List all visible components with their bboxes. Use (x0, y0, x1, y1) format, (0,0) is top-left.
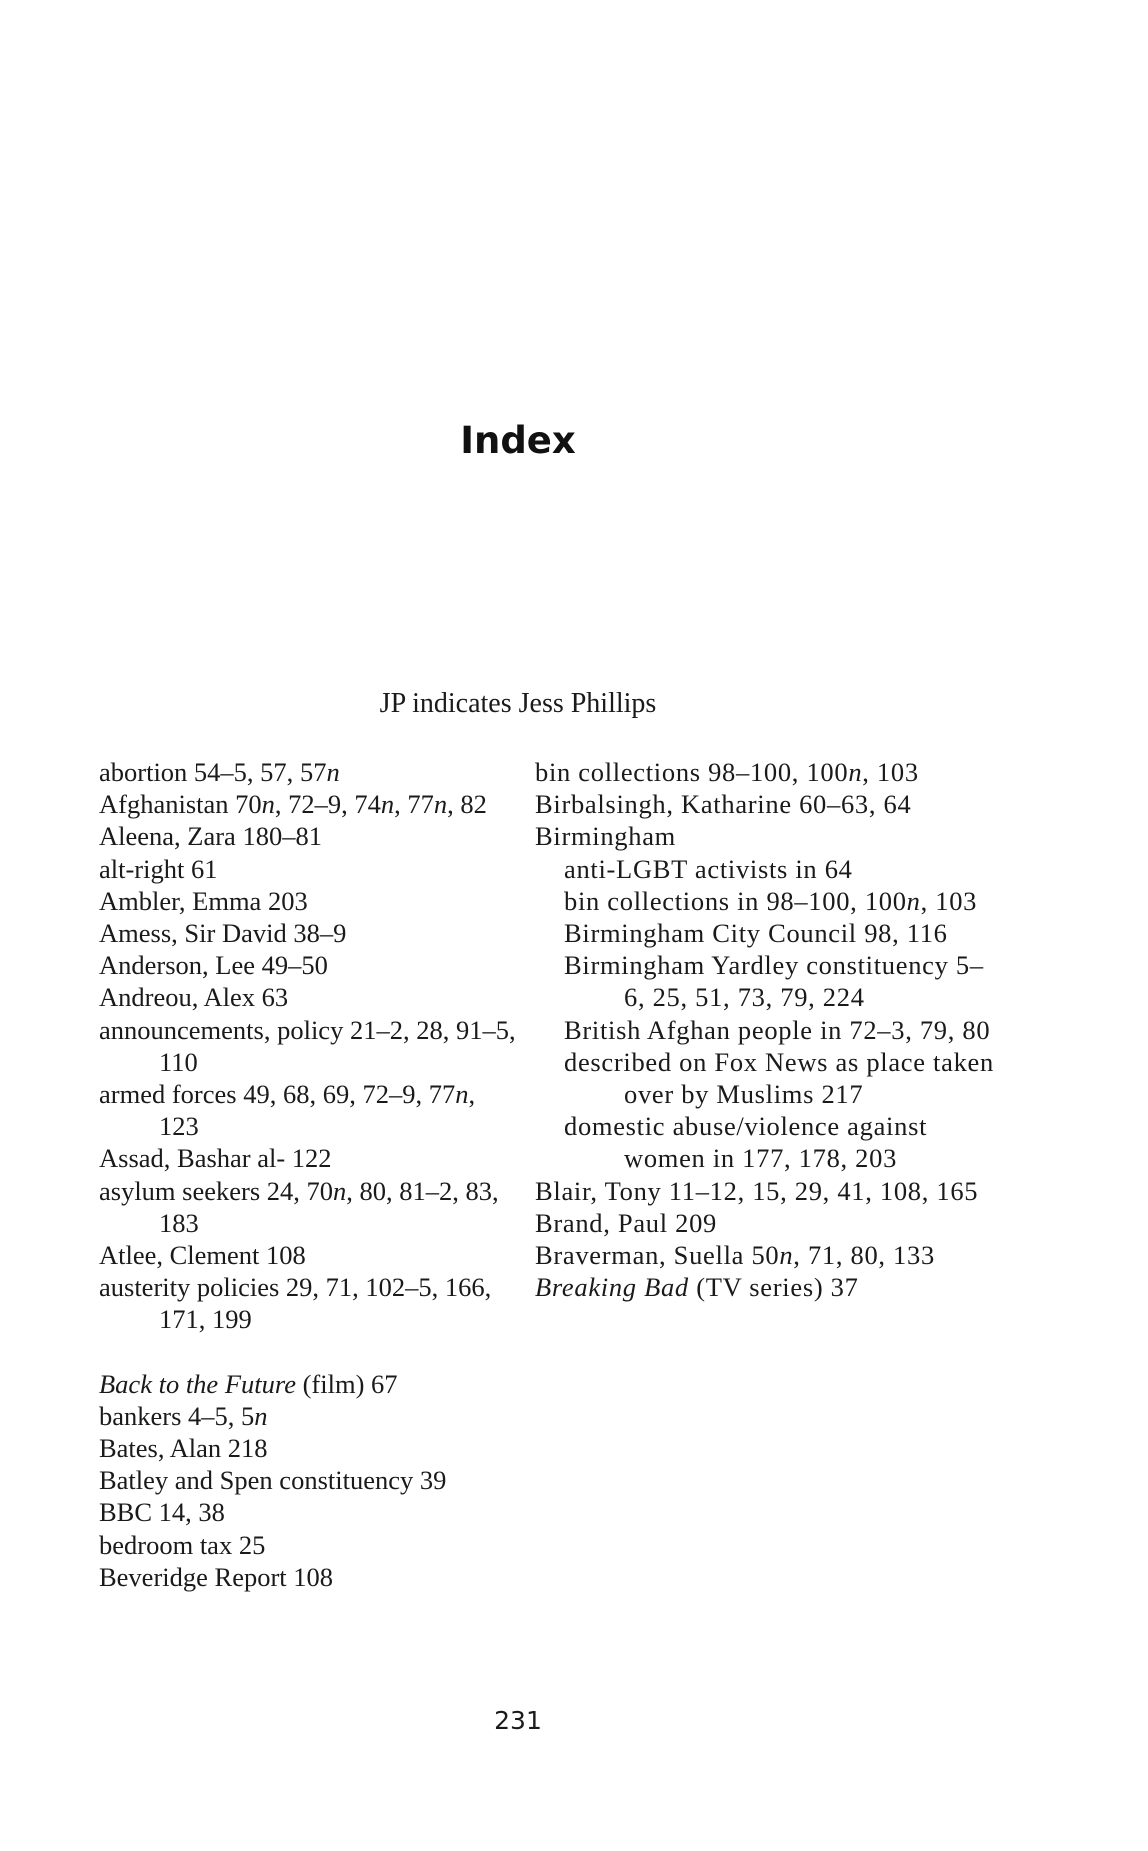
index-entry: Blair, Tony 11–12, 15, 29, 41, 108, 165 (535, 1175, 979, 1206)
index-entry: Beveridge Report 108 (99, 1561, 334, 1592)
index-entry: announcements, policy 21–2, 28, 91–5, 110 (99, 1014, 516, 1077)
index-entry: Back to the Future (film) 67 (99, 1368, 398, 1399)
index-entry: abortion 54–5, 57, 57n (99, 757, 340, 787)
index-subentry: Birmingham Yardley constituency 5–6, 25, 51, 73, 79, 224 (564, 950, 984, 1013)
index-entry: Andreou, Alex 63 (99, 982, 289, 1013)
index-note: JP indicates Jess Phillips (379, 688, 657, 719)
index-entry: alt-right 61 (99, 853, 218, 884)
index-entry: Atlee, Clement 108 (99, 1240, 306, 1271)
index-entry: bin collections 98–100, 100n, 103 (535, 757, 919, 787)
index-subentry: anti-LGBT activists in 64 (564, 853, 853, 884)
index-column-left (99, 756, 519, 1593)
index-column-right (535, 756, 1005, 1303)
index-entry: Anderson, Lee 49–50 (99, 950, 328, 981)
index-entry: Birbalsingh, Katharine 60–63, 64 (535, 789, 912, 820)
index-subentry: British Afghan people in 72–3, 79, 80 (564, 1014, 991, 1045)
index-entry: asylum seekers 24, 70n, 80, 81–2, 83, 183 (99, 1175, 499, 1238)
index-entry: Birmingham (535, 821, 676, 852)
index-subentry: Birmingham City Council 98, 116 (564, 918, 948, 949)
index-section-gap (99, 1336, 519, 1368)
index-entry: bedroom tax 25 (99, 1529, 266, 1560)
index-entry: Ambler, Emma 203 (99, 885, 308, 916)
index-entry: BBC 14, 38 (99, 1497, 225, 1528)
index-entry: Amess, Sir David 38–9 (99, 918, 347, 949)
index-entry: Brand, Paul 209 (535, 1207, 717, 1238)
index-entry: Braverman, Suella 50n, 71, 80, 133 (535, 1240, 935, 1271)
index-entry: Assad, Bashar al- 122 (99, 1143, 332, 1174)
index-entry: armed forces 49, 68, 69, 72–9, 77n, 123 (99, 1079, 476, 1142)
page-number: 231 (494, 1706, 542, 1735)
index-entry: Bates, Alan 218 (99, 1433, 268, 1464)
index-subentry: bin collections in 98–100, 100n, 103 (564, 885, 978, 916)
index-entry: Breaking Bad (TV series) 37 (535, 1272, 859, 1303)
index-entry: Aleena, Zara 180–81 (99, 821, 322, 852)
index-entry: Afghanistan 70n, 72–9, 74n, 77n, 82 (99, 789, 487, 820)
index-entry: austerity policies 29, 71, 102–5, 166, 171, 199 (99, 1272, 492, 1335)
index-subentry: domestic abuse/violence against women in 177, 178, 203 (564, 1111, 928, 1174)
page-title: Index (460, 418, 576, 462)
index-entry: bankers 4–5, 5n (99, 1400, 268, 1431)
index-entry: Batley and Spen constituency 39 (99, 1465, 447, 1496)
index-subentry: described on Fox News as place taken over by Muslims 217 (564, 1046, 994, 1110)
